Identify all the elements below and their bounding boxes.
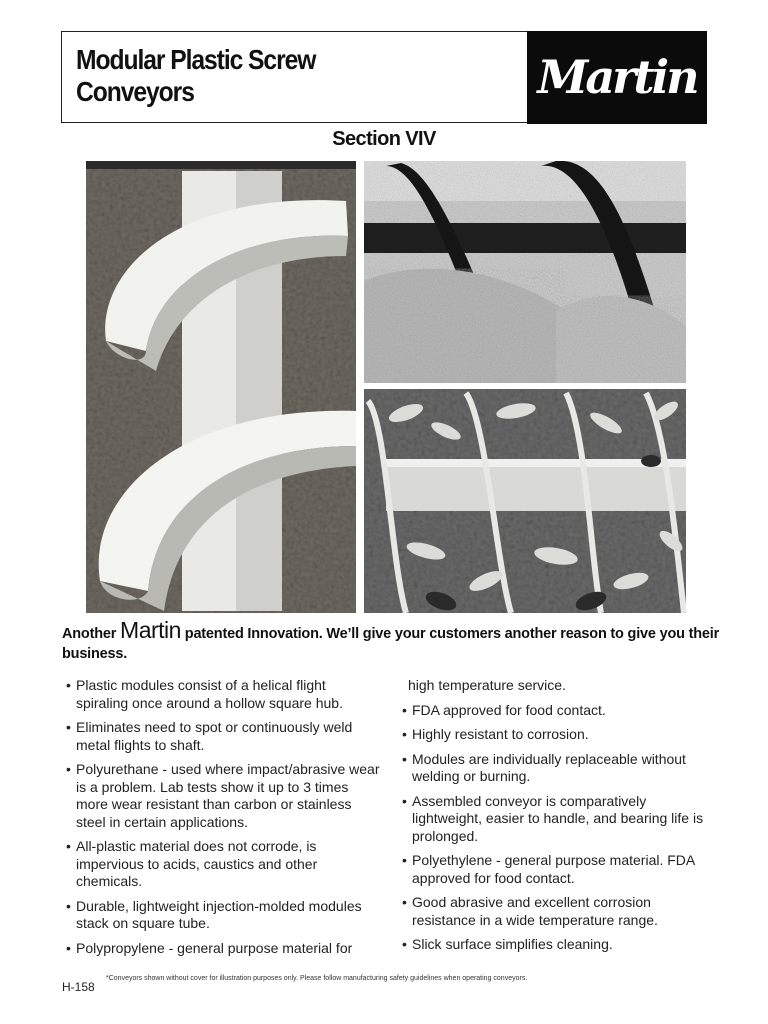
feature-item	[62, 838, 380, 891]
feature-item	[62, 677, 380, 712]
bullet-marker: •	[402, 750, 407, 767]
footnote: *Conveyors shown without cover for illustration purposes only. Please follow manufacturing safety guidelines when operating conveyors.	[106, 975, 528, 982]
features-list-left	[62, 677, 380, 964]
bullet-marker: •	[402, 894, 407, 910]
feature-item	[398, 793, 718, 846]
feature-text: Polypropylene - general purpose material for	[76, 939, 353, 956]
feature-item	[62, 940, 380, 958]
bullet-marker: •	[402, 726, 407, 742]
feature-item	[62, 719, 380, 754]
feature-text: Durable, lightweight injection-molded modules stack on square tube.	[76, 897, 362, 931]
bullet-marker: •	[402, 701, 407, 718]
tagline-rest: patented Innovation. We’ll give your customers another reason to give you their business.	[62, 626, 720, 662]
title-line-1: Modular Plastic Screw	[76, 44, 316, 75]
feature-text: All-plastic material does not corrode, is impervious to acids, caustics and other chemicals.	[76, 838, 318, 889]
bullet-marker: •	[66, 897, 71, 914]
feature-text: Eliminates need to spot or continuously weld metal flights to shaft.	[76, 719, 353, 753]
photo-collage	[86, 161, 686, 613]
feature-text: FDA approved for food contact.	[412, 701, 606, 718]
bullet-marker: •	[66, 939, 71, 956]
feature-text: Slick surface simplifies cleaning.	[412, 936, 613, 952]
feature-item	[398, 702, 718, 720]
bullet-marker: •	[402, 852, 407, 868]
feature-continuation: high temperature service.	[408, 677, 566, 693]
feature-text: Good abrasive and excellent corrosion resistance in a wide temperature range.	[412, 894, 658, 928]
bullet-marker: •	[66, 677, 71, 693]
page-title	[76, 44, 315, 108]
section-label: Section VIV	[332, 128, 436, 150]
martin-logo-mark	[532, 43, 702, 113]
feature-text: Highly resistant to corrosion.	[412, 726, 589, 742]
tagline	[62, 617, 722, 664]
title-line-2: Conveyors	[76, 76, 194, 107]
feature-item	[398, 751, 718, 786]
bullet-marker: •	[66, 719, 71, 735]
feature-text: Polyethylene - general purpose material. FDA approved for food contact.	[412, 852, 695, 886]
photo-clear-screw-with-vegetables	[364, 389, 686, 613]
feature-item	[62, 761, 380, 831]
feature-text: Modules are individually replaceable without welding or burning.	[412, 750, 686, 784]
bullet-marker: •	[66, 838, 71, 854]
martin-logo	[527, 31, 707, 124]
feature-item	[62, 898, 380, 933]
feature-text: Plastic modules consist of a helical flight spiraling once around a hollow square hub.	[76, 677, 343, 711]
feature-item	[398, 936, 718, 954]
features-list-right	[398, 677, 718, 961]
feature-text: Polyurethane - used where impact/abrasive wear is a problem. Lab tests show it up to 3 times more wear resistant than carbon or stainless steel in certain applications.	[76, 761, 380, 830]
feature-item	[398, 894, 718, 929]
photo-dark-screw-in-granules	[364, 161, 686, 383]
feature-item	[398, 726, 718, 744]
tagline-prefix: Another	[62, 626, 117, 642]
page-number: H-158	[62, 980, 95, 994]
tagline-brand: Martin	[120, 617, 181, 643]
bullet-marker: •	[66, 761, 71, 777]
feature-text: Assembled conveyor is comparatively lightweight, easier to handle, and bearing life is prolonged.	[412, 792, 704, 844]
feature-item	[398, 852, 718, 887]
logo-text: Martin	[537, 49, 697, 104]
bullet-marker: •	[402, 936, 407, 952]
header-box	[61, 31, 707, 123]
photo-white-screw-in-soil	[86, 161, 356, 613]
bullet-marker: •	[402, 792, 407, 809]
